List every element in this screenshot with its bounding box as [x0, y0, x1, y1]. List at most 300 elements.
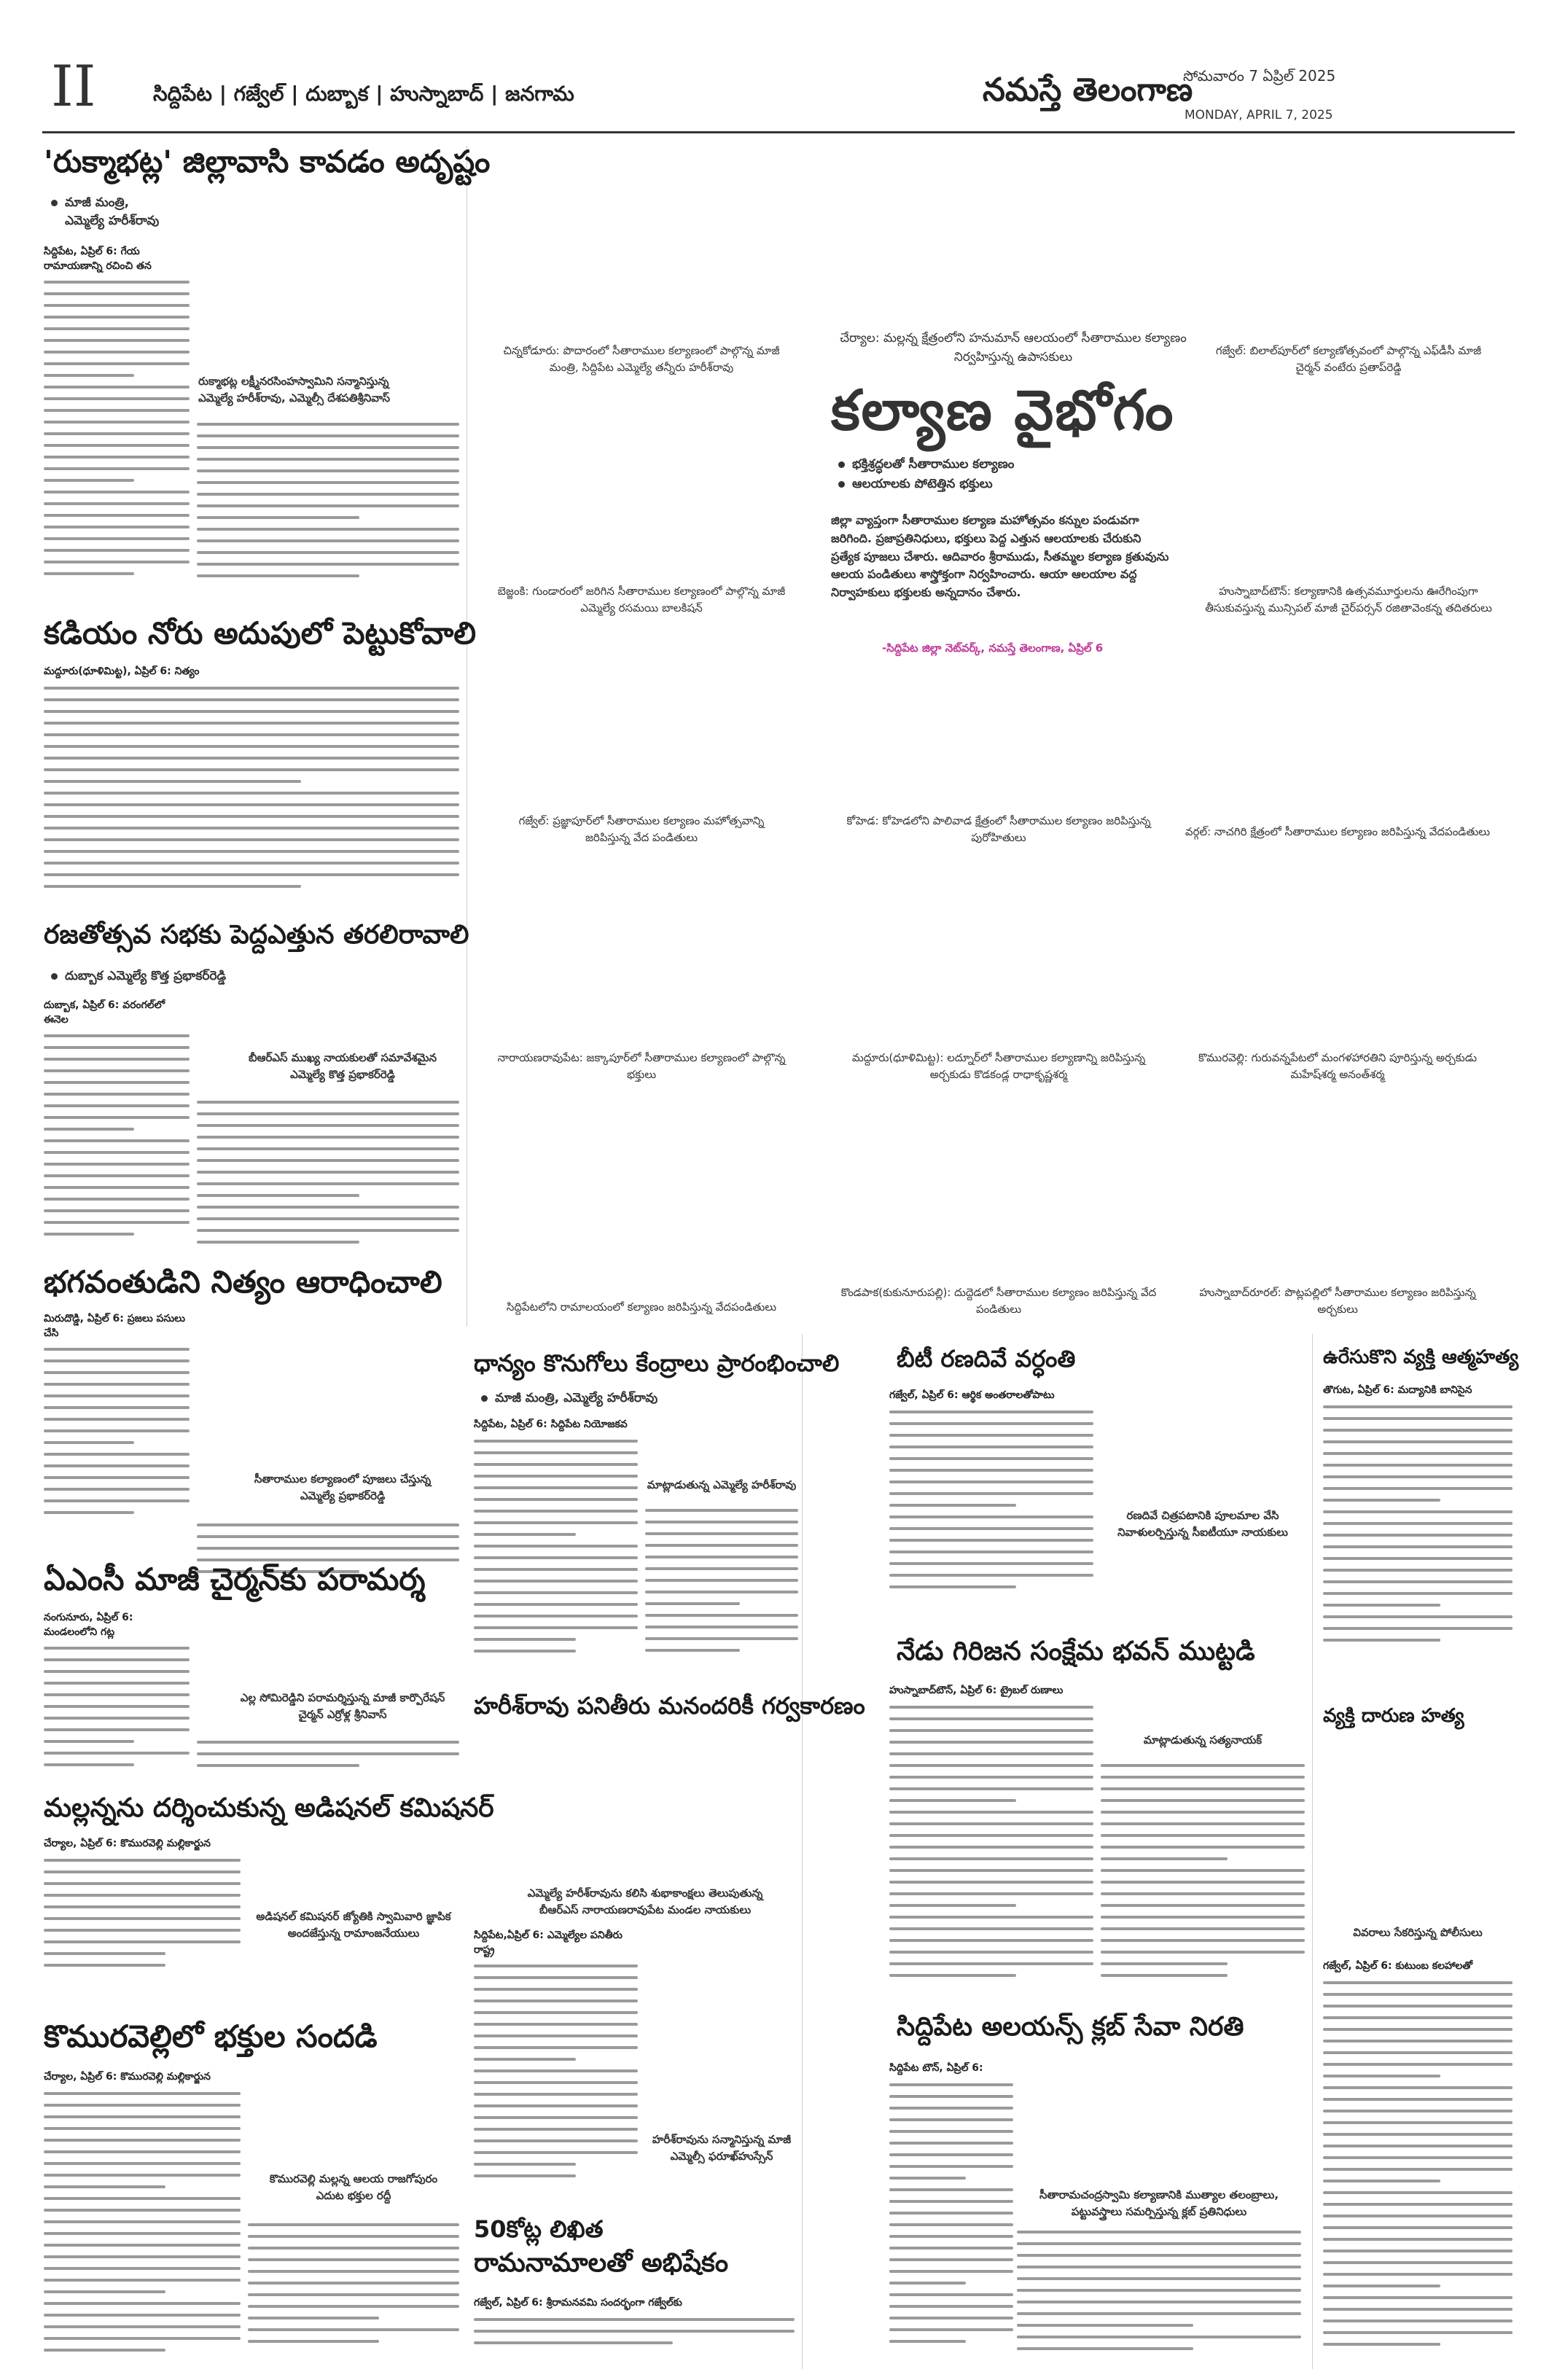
text-line — [44, 526, 190, 528]
text-line — [1323, 2156, 1513, 2159]
text-line — [889, 1706, 1093, 1709]
text-line — [1101, 1857, 1228, 1860]
text-line — [889, 1962, 1093, 1965]
text-line — [197, 1171, 459, 1174]
text-line — [1017, 2231, 1301, 2233]
text-line — [474, 1486, 638, 1489]
text-line — [645, 1637, 798, 1640]
text-line — [44, 733, 459, 736]
text-line — [44, 1209, 190, 1212]
text-line — [645, 1579, 798, 1582]
text-line — [44, 827, 459, 830]
article-body — [645, 1509, 798, 1669]
text-line — [44, 2104, 241, 2107]
text-line — [889, 1527, 1093, 1530]
text-line — [889, 1822, 1093, 1825]
text-line — [197, 434, 459, 437]
article-body — [44, 1312, 190, 1523]
text-line — [44, 1882, 241, 1885]
text-line — [474, 1626, 638, 1629]
text-line — [1323, 1440, 1513, 1443]
text-line — [474, 1638, 576, 1641]
text-line — [474, 1463, 638, 1466]
text-line — [44, 421, 190, 424]
text-line — [197, 1206, 459, 1209]
article-body — [1101, 1764, 1305, 1990]
text-line — [197, 1229, 459, 1232]
text-line — [44, 502, 190, 505]
text-line — [1017, 2312, 1301, 2315]
subhead-line: మాజీ మంత్రి, ఎమ్మెల్యే హరీశ్‌రావు — [495, 1391, 658, 1405]
text-line — [474, 1615, 638, 1618]
text-line — [197, 1147, 459, 1150]
headline-komuravelli: కొమురవెల్లిలో భక్తుల సందడి — [44, 2018, 378, 2054]
text-line — [44, 514, 190, 517]
text-line — [44, 768, 459, 771]
text-line — [474, 2318, 795, 2321]
text-line — [645, 1567, 798, 1570]
photo-caption: హుస్నాబాద్‌రూరల్: పొట్లపల్లిలో సీతారాముల కల్యాణం జరిపిస్తున్న అర్చకులు — [1199, 1286, 1476, 1316]
subhead-line: దుబ్బాక ఎమ్మెల్యే కొత్త ప్రభాకర్‌రెడ్డి — [65, 969, 227, 983]
text-line — [1101, 1916, 1305, 1919]
text-line — [44, 2244, 241, 2247]
text-line — [474, 1568, 638, 1571]
headline-alliance-club: సిద్దిపేట అలయన్స్ క్లబ్ సేవా నిరతి — [897, 2012, 1244, 2042]
text-line — [248, 2270, 459, 2273]
text-line — [1323, 1452, 1513, 1455]
photo-caption: ఎల్ల సోమిరెడ్డిని పరామర్శిస్తున్న మాజీ కార్పొరేషన్ చైర్మన్ ఎర్రోళ్ల శ్రీనివాస్ — [240, 1691, 445, 1721]
text-line — [1323, 1534, 1513, 1537]
text-line — [474, 1603, 638, 1606]
text-line — [1323, 2005, 1513, 2008]
article-body — [44, 1837, 241, 1983]
text-line — [1101, 1927, 1305, 1930]
text-line — [889, 1539, 1093, 1542]
text-line — [474, 1976, 638, 1979]
text-line — [474, 2104, 638, 2107]
text-line — [248, 2235, 459, 2238]
masthead-rule — [42, 131, 1515, 133]
text-line — [474, 1510, 638, 1513]
headline-harishrao-panitiru: హరీశ్‌రావు పనితీరు మనందరికీ గర్వకారణం — [474, 1692, 865, 1720]
text-line — [44, 561, 190, 563]
article-body — [44, 245, 190, 588]
text-line — [889, 1869, 1093, 1872]
article-body — [197, 1741, 459, 1784]
text-line — [889, 1939, 1093, 1942]
text-line — [889, 1764, 1093, 1767]
photo-caption: రుక్మాభట్ల లక్ష్మీనరసింహస్వామిని సన్మానిస్తున్న ఎమ్మెల్యే హరీశ్‌రావు, ఎమ్మెల్సీ దేశపతిశ్రీనివాస్ — [198, 375, 391, 405]
text-line — [44, 1069, 190, 1072]
text-line — [1323, 1545, 1513, 1548]
text-line — [474, 2034, 638, 2037]
text-line — [44, 2290, 165, 2293]
date-english: MONDAY, APRIL 7, 2025 — [1185, 108, 1333, 122]
text-line — [889, 1515, 1093, 1518]
text-line — [889, 2130, 1013, 2133]
text-line — [44, 1418, 190, 1421]
bullet-icon — [51, 973, 58, 980]
text-line — [645, 1626, 798, 1628]
text-line — [197, 563, 459, 566]
photo-caption: కొమురవెల్లి: గురువన్నపేటలో మంగళహారతిని పూరిస్తున్న అర్చకుడు మహేష్‌శర్మ అనంత్‌శర్మ — [1198, 1051, 1478, 1081]
text-line — [44, 2337, 241, 2340]
text-line — [44, 456, 190, 459]
bullet-icon — [838, 481, 845, 488]
column-divider — [1312, 1334, 1313, 2369]
text-line — [44, 2314, 241, 2317]
headline-kadiyam: కడియం నోరు అదుపులో పెట్టుకోవాలి — [44, 615, 477, 651]
text-line — [44, 397, 190, 400]
text-line — [44, 1476, 190, 1479]
article-body — [197, 423, 459, 590]
district-edition-label: సిద్దిపేట | గజ్వేల్ | దుబ్బాక | హుస్నాబాద్ | జనగామ — [153, 82, 574, 106]
text-line — [44, 339, 190, 342]
text-line — [248, 2317, 379, 2319]
article-lead: గజ్వేల్, ఏప్రిల్ 6: శ్రీరామనవమి సందర్భంగా గజ్వేల్‌కు — [474, 2297, 682, 2309]
photo-caption: బెజ్జంకి: గుండారంలో జరిగిన సీతారాముల కల్యాణంలో పాల్గొన్న మాజీ ఎమ్మెల్యే రసమయి బాలకిషన్ — [497, 585, 786, 614]
article-lead: చేర్యాల, ఏప్రిల్ 6: కొమురవెల్లి మల్లికార్జున — [44, 1838, 211, 1849]
photo-caption: వర్గల్: నాచగిరి క్షేత్రంలో సీతారాముల కల్యాణం జరిపిస్తున్న వేదపండితులు — [1185, 825, 1491, 838]
article-lead: సిద్దిపేట, ఏప్రిల్ 6: గేయ రామాయణాన్ని రచించి తన — [44, 246, 152, 272]
text-line — [44, 1929, 241, 1932]
article-lead: సిద్దిపేట, ఏప్రిల్ 6: సిద్దిపేట నియోజకవ — [474, 1419, 628, 1430]
text-line — [44, 1163, 190, 1166]
text-line — [44, 467, 190, 470]
text-line — [1323, 2319, 1513, 2322]
text-line — [1323, 2273, 1513, 2276]
text-line — [889, 1504, 1016, 1507]
text-line — [1323, 2308, 1513, 2311]
text-line — [44, 1128, 134, 1131]
photo-caption: నారాయణరావుపేట: జక్కాపూర్‌లో సీతారాముల కల్యాణంలో పాల్గొన్న భక్తులు — [497, 1051, 786, 1081]
feature-bullet-text: ఆలయాలకు పోటెత్తిన భక్తులు — [852, 477, 993, 492]
article-lead: సిద్దిపేట టౌన్, ఏప్రిల్ 6: — [889, 2062, 983, 2074]
text-line — [474, 2046, 638, 2049]
article-lead: దుబ్బాక, ఏప్రిల్ 6: వరంగల్‌లో ఈనెల — [44, 999, 165, 1026]
feature-top-caption: చేర్యాల: మల్లన్న క్షేత్రంలోని హనుమాన్ ఆలయంలో సీతారాముల కల్యాణం నిర్వహిస్తున్న ఉపాసకులు — [840, 331, 1187, 364]
text-line — [248, 2340, 379, 2343]
text-line — [44, 1917, 241, 1920]
text-line — [197, 1535, 459, 1538]
photo-caption: కొండపాక(కుకునూరుపల్లి): దుద్దెడలో సీతారాముల కల్యాణం జరిపిస్తున్న వేద పండితులు — [840, 1286, 1157, 1316]
text-line — [1323, 2180, 1440, 2182]
text-line — [44, 1348, 190, 1351]
text-line — [248, 2223, 459, 2226]
text-line — [474, 1999, 638, 2002]
text-line — [889, 2212, 1013, 2215]
text-line — [44, 362, 190, 365]
text-line — [44, 1658, 190, 1661]
headline-rajatotsava: రజతోత్సవ సభకు పెద్దఎత్తున తరలిరావాలి — [44, 920, 469, 950]
text-line — [248, 2282, 459, 2285]
text-line — [197, 1241, 359, 1244]
text-line — [197, 1101, 459, 1104]
text-line — [1323, 1981, 1513, 1984]
text-line — [44, 1406, 190, 1409]
feature-bullet — [838, 475, 1014, 494]
text-line — [44, 1499, 190, 1502]
text-line — [44, 757, 459, 760]
text-line — [197, 1112, 459, 1115]
text-line — [44, 2325, 241, 2328]
text-line — [889, 2142, 1013, 2145]
photo-caption: చిన్నకోడూరు: పొదారంలో సీతారాముల కల్యాణంలో పాల్గొన్న మాజీ మంత్రి, సిద్దిపేట ఎమ్మెల్యే తన్నీరు హరీశ్‌రావు — [503, 344, 780, 374]
text-line — [1323, 2215, 1513, 2217]
bullet-icon — [51, 200, 58, 206]
text-line — [44, 386, 190, 389]
text-line — [44, 444, 190, 447]
photo-caption: సిద్దిపేటలోని రామాలయంలో కల్యాణం జరిపిస్తున్న వేదపండితులు — [506, 1300, 777, 1314]
text-line — [1323, 2040, 1513, 2042]
text-line — [197, 1752, 459, 1755]
article-body — [44, 2070, 241, 2362]
text-line — [645, 1556, 798, 1558]
text-line — [1323, 2331, 1513, 2334]
text-line — [44, 2150, 241, 2153]
photo-caption: మాట్లాడుతున్న సత్యనాయక్ — [1143, 1733, 1263, 1747]
text-line — [1323, 1487, 1513, 1490]
text-line — [889, 2165, 1013, 2168]
text-line — [197, 493, 459, 496]
photo-caption: కోహెడ: కోహెడలోని పాలివాడ క్షేత్రంలో సీతారాముల కల్యాణం జరిపిస్తున్న పురోహితులు — [846, 814, 1151, 844]
text-line — [44, 2302, 241, 2305]
photo-caption: గజ్వేల్: బిలాల్‌పూర్‌లో కల్యాణోత్సవంలో పాల్గొన్న ఎఫ్‌డీసీ మాజీ చైర్మన్ వంటేరు ప్రతాప్‌రెడ్డి — [1215, 344, 1482, 374]
page-number: II — [51, 54, 96, 120]
text-line — [1101, 1962, 1228, 1965]
text-line — [474, 2058, 576, 2061]
text-line — [1323, 2168, 1513, 2171]
text-line — [889, 1492, 1093, 1495]
text-line — [889, 2247, 1013, 2250]
text-line — [44, 2139, 241, 2142]
text-line — [44, 1894, 241, 1897]
text-line — [1101, 1892, 1305, 1895]
article-lead: సిద్దిపేట,ఏప్రిల్ 6: ఎమ్మెల్యేల పనితీరు రాష్ట్ర — [474, 1930, 623, 1956]
text-line — [197, 1182, 459, 1185]
article-body — [44, 999, 190, 1254]
text-line — [889, 2177, 966, 2180]
text-line — [889, 1469, 1093, 1472]
text-line — [474, 1580, 638, 1583]
text-line — [44, 1693, 190, 1696]
text-line — [44, 838, 459, 841]
text-line — [44, 1359, 190, 1362]
text-line — [1323, 2028, 1513, 2031]
text-line — [1017, 2266, 1301, 2268]
text-line — [197, 539, 459, 542]
text-line — [1017, 2254, 1301, 2257]
text-line — [889, 1562, 1093, 1565]
text-line — [44, 2162, 241, 2165]
article-body — [44, 665, 459, 905]
text-line — [44, 292, 190, 295]
text-line — [1101, 1951, 1305, 1954]
text-line — [1323, 1510, 1513, 1513]
text-line — [889, 1434, 1093, 1437]
text-line — [44, 491, 190, 493]
text-line — [645, 1649, 740, 1652]
text-line — [44, 1717, 190, 1720]
text-line — [1323, 2086, 1513, 2089]
text-line — [474, 1988, 638, 1991]
text-line — [474, 2128, 638, 2131]
article-subhead — [51, 194, 159, 230]
photo-caption: గజ్వేల్: ప్రజ్ఞాపూర్‌లో సీతారాముల కల్యాణం మహోత్సవాన్ని జరిపిస్తున్న వేద పండితులు — [518, 814, 765, 844]
text-line — [248, 2305, 459, 2308]
text-line — [44, 803, 459, 806]
text-line — [44, 873, 459, 876]
text-line — [474, 1451, 638, 1454]
photo-caption: సీతారాముల కల్యాణంలో పూజలు చేస్తున్న ఎమ్మెల్యే ప్రభాకర్‌రెడ్డి — [254, 1472, 432, 1502]
text-line — [474, 1521, 638, 1524]
text-line — [44, 1752, 190, 1755]
text-line — [44, 1511, 134, 1514]
text-line — [474, 1650, 576, 1653]
text-line — [1323, 2285, 1440, 2287]
photo-caption: ఎమ్మెల్యే హరీశ్‌రావును కలిసి శుభాకాంక్షలు తెలుపుతున్న బీఆర్‌ఎస్ నారాయణరావుపేట మండల నాయకులు — [527, 1887, 763, 1916]
text-line — [889, 2083, 1013, 2086]
text-line — [44, 698, 459, 701]
text-line — [44, 2092, 241, 2095]
text-line — [889, 1480, 1093, 1483]
text-line — [889, 2095, 1013, 2098]
text-line — [44, 304, 190, 307]
text-line — [44, 1763, 134, 1766]
text-line — [44, 351, 190, 354]
text-line — [474, 2341, 673, 2344]
text-line — [1323, 1627, 1513, 1630]
text-line — [197, 574, 359, 577]
article-body — [889, 2061, 1013, 2360]
article-lead: మిరుదొడ్డి, ఏప్రిల్ 6: ప్రజలు పసులు చేసి — [44, 1313, 185, 1339]
text-line — [645, 1614, 798, 1617]
text-line — [1323, 1604, 1440, 1607]
article-subhead — [51, 967, 226, 986]
text-line — [44, 780, 301, 783]
text-line — [1323, 2191, 1513, 2194]
text-line — [474, 1498, 638, 1501]
text-line — [1323, 1557, 1513, 1560]
text-line — [474, 2069, 638, 2072]
text-line — [1323, 1569, 1513, 1572]
article-lead: చేర్యాల, ఏప్రిల్ 6: కొమురవెల్లి మల్లికార్జున — [44, 2071, 211, 2083]
text-line — [1101, 1939, 1305, 1942]
text-line — [197, 423, 459, 426]
text-line — [1017, 2242, 1301, 2245]
text-line — [44, 1670, 190, 1673]
article-lead: గజ్వేల్, ఏప్రిల్ 6: ఆర్థిక అంతరాలతోపాటు — [889, 1389, 1055, 1401]
text-line — [248, 2258, 459, 2261]
text-line — [889, 2188, 1013, 2191]
text-line — [1101, 1834, 1305, 1837]
text-line — [44, 1453, 190, 1456]
text-line — [197, 1523, 459, 1526]
text-line — [44, 1394, 190, 1397]
photo-caption: రణదివే చిత్రపటానికి పూలమాల వేసి నివాళులర్పిస్తున్న సీఐటీయూ నాయకులు — [1117, 1509, 1288, 1539]
text-line — [1101, 1799, 1305, 1802]
text-line — [44, 374, 134, 377]
text-line — [1101, 1776, 1305, 1779]
text-line — [474, 2163, 576, 2166]
headline-suicide: ఉరేసుకొని వ్యక్తి ఆత్మహత్య — [1323, 1346, 1519, 1368]
text-line — [44, 862, 459, 865]
text-line — [197, 516, 359, 519]
text-line — [197, 528, 459, 531]
date-telugu: సోమవారం 7 ఏప్రిల్ 2025 — [1183, 67, 1336, 85]
text-line — [889, 1574, 1093, 1577]
text-line — [645, 1602, 740, 1605]
text-line — [197, 1547, 459, 1550]
text-line — [44, 1682, 190, 1685]
text-line — [1323, 2051, 1513, 2054]
text-line — [889, 1857, 1093, 1860]
text-line — [1323, 2133, 1513, 2136]
text-line — [474, 2151, 638, 2154]
text-line — [645, 1591, 798, 1593]
article-lead: హుస్నాబాద్‌టౌన్, ఏప్రిల్ 6: ట్రైబల్ రుణాలు — [889, 1685, 1064, 1696]
text-line — [1017, 2301, 1301, 2303]
text-line — [1017, 2277, 1301, 2280]
text-line — [474, 1591, 638, 1594]
headline-dhanyam: ధాన్యం కొనుగోలు కేంద్రాలు ప్రారంభించాలి — [474, 1349, 840, 1377]
text-line — [197, 469, 459, 472]
text-line — [1017, 2324, 1193, 2327]
text-line — [1323, 1592, 1513, 1595]
text-line — [1323, 1499, 1440, 1502]
subhead-line: మాజీ మంత్రి, — [65, 195, 130, 210]
text-line — [889, 1411, 1093, 1413]
bullet-icon — [838, 461, 845, 468]
text-line — [1323, 2261, 1513, 2264]
text-line — [44, 1104, 190, 1107]
headline-btranadive: బీటీ రణదివే వర్ధంతి — [897, 1345, 1076, 1373]
text-line — [1323, 2063, 1513, 2066]
text-line — [889, 2153, 1013, 2156]
article-lead: మద్దూరు(ధూళిమిట్ట), ఏప్రిల్ 6: నిత్యం — [44, 666, 200, 677]
text-line — [44, 1151, 190, 1154]
text-line — [1323, 2296, 1513, 2299]
text-line — [1323, 1522, 1513, 1525]
photo-caption: హరీశ్‌రావును సన్మానిస్తున్న మాజీ ఎమ్మెల్సీ ఫరూఖ్‌హుస్సేన్ — [652, 2133, 792, 2163]
text-line — [1101, 1846, 1305, 1849]
text-line — [889, 2235, 1013, 2238]
text-line — [197, 504, 459, 507]
article-body — [1323, 1384, 1513, 1661]
text-line — [889, 2328, 1013, 2331]
text-line — [474, 1965, 638, 1967]
text-line — [889, 1717, 1093, 1720]
article-lead: తొగుట, ఏప్రిల్ 6: మద్యానికి బానిసైన — [1323, 1384, 1472, 1396]
text-line — [44, 1964, 165, 1967]
text-line — [197, 1124, 459, 1127]
headline-50crore-line1: 50కోట్ల లిఖిత — [474, 2215, 604, 2243]
text-line — [44, 316, 190, 319]
text-line — [44, 687, 459, 690]
feature-bullet-text: భక్తిశ్రద్ధలతో సీతారాముల కల్యాణం — [852, 457, 1015, 472]
article-lead: నంగునూరు, ఏప్రిల్ 6: మండలంలోని గట్ల — [44, 1612, 133, 1638]
text-line — [1323, 2145, 1513, 2147]
bullet-icon — [481, 1395, 488, 1402]
text-line — [889, 1585, 1016, 1588]
text-line — [44, 2279, 241, 2282]
text-line — [44, 1233, 134, 1236]
text-line — [1101, 1811, 1305, 1814]
text-line — [44, 722, 459, 725]
text-line — [44, 1740, 134, 1743]
text-line — [44, 409, 190, 412]
text-line — [44, 432, 190, 435]
